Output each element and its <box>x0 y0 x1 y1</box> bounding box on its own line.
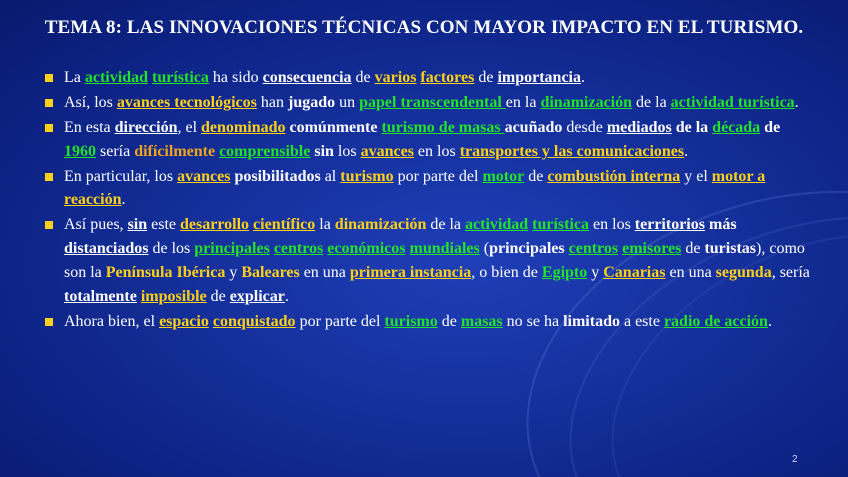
bullet-text-segment: turística <box>532 216 590 234</box>
bullet-text-segment: a este <box>619 312 664 330</box>
bullet-text-segment: territorios <box>634 216 705 234</box>
bullet-text-segment: en una <box>299 263 350 281</box>
bullet-text-segment: . <box>580 69 585 86</box>
bullet-text-segment: comprensible <box>219 142 311 160</box>
bullet-text-segment: papel transcendental <box>359 94 506 111</box>
bullet-text-segment: científico <box>253 216 316 234</box>
bullet-text-segment: sería <box>96 142 135 160</box>
bullet-text-segment: más <box>708 216 737 234</box>
bullet-text-segment: explicar <box>229 287 285 305</box>
bullet-text-segment: Canarias <box>603 263 666 281</box>
bullet-text-segment: emisores <box>622 240 682 258</box>
bullet-text-segment: varios <box>374 69 417 86</box>
bullet-text-segment: . <box>794 94 799 111</box>
square-bullet-icon <box>45 99 53 107</box>
bullet-text-segment: radio de acción <box>663 312 768 330</box>
bullet-text-segment: turismo <box>384 312 438 330</box>
bullet-text-segment: los <box>333 142 361 160</box>
bullet-text-segment: y el <box>680 167 712 185</box>
bullet-text-segment: y <box>587 263 604 281</box>
bullet-text-segment: , o bien de <box>471 263 542 281</box>
bullet-text-segment: en una <box>665 263 716 281</box>
bullet-text-segment: factores <box>420 69 475 86</box>
square-bullet-icon <box>45 74 53 82</box>
bullet-text-segment: centros <box>568 240 619 258</box>
bullet-text-segment: por parte del <box>393 167 483 185</box>
bullet-text-segment: Ahora bien, el <box>64 312 160 330</box>
square-bullet-icon <box>45 221 53 229</box>
bullet-item <box>44 213 814 308</box>
bullet-text-segment: dinamización <box>334 216 427 234</box>
bullet-text-segment: comúnmente <box>289 119 378 136</box>
square-bullet-icon <box>45 318 53 326</box>
bullet-text-segment: desde <box>562 119 607 136</box>
bullet-text-segment: mediados <box>606 119 672 136</box>
bullet-text-segment: motor <box>482 167 525 185</box>
bullet-text-segment: desarrollo <box>180 216 250 234</box>
bullet-text-segment: de <box>764 119 781 136</box>
bullet-text-segment: de <box>206 287 230 305</box>
bullet-text-segment: Península Ibérica <box>105 263 226 281</box>
bullet-text-segment: actividad turística <box>670 94 795 111</box>
bullet-text-segment: consecuencia <box>262 69 352 86</box>
bullet-text-segment: dirección <box>114 119 178 136</box>
bullet-text-segment: masas <box>460 312 503 330</box>
bullet-text-segment: denominado <box>201 119 286 136</box>
slide-title: TEMA 8: LAS INNOVACIONES TÉCNICAS CON MAYOR IMPACTO EN EL TURISMO. <box>44 17 804 38</box>
bullet-text-segment: turismo de masas <box>381 119 505 136</box>
bullet-text-segment: turismo <box>340 167 394 185</box>
bullet-text-segment: la <box>315 216 335 234</box>
bullet-text-segment: de <box>524 167 548 185</box>
bullet-text-segment: distanciados <box>64 240 149 258</box>
bullet-text-segment: este <box>147 216 181 234</box>
bullet-text-segment: Baleares <box>241 263 300 281</box>
bullet-text-segment: Egipto <box>541 263 588 281</box>
bullet-text-segment: y <box>225 263 242 281</box>
bullet-text-segment: jugado <box>288 94 336 111</box>
bullet-text-segment: . <box>121 191 126 209</box>
square-bullet-icon <box>45 173 53 181</box>
bullet-text-segment: no se ha <box>502 312 564 330</box>
bullet-text-segment: posibilitados <box>234 167 321 185</box>
bullet-text-segment: mundiales <box>409 240 480 258</box>
bullet-text-segment: avances <box>177 167 231 185</box>
bullet-text-segment: actividad <box>84 69 148 86</box>
bullet-text-segment: turistas <box>704 240 757 258</box>
bullet-list <box>44 66 814 335</box>
bullet-text-segment: avances <box>360 142 414 160</box>
bullet-text-segment: turística <box>152 69 209 86</box>
bullet-text-segment: importancia <box>497 69 581 86</box>
square-bullet-icon <box>45 124 53 132</box>
bullet-text-segment: década <box>712 119 761 136</box>
bullet-text-segment: . <box>684 142 689 160</box>
bullet-text-segment: totalmente <box>64 287 137 305</box>
bullet-item <box>44 165 814 212</box>
bullet-text-segment: ha sido <box>208 69 263 86</box>
bullet-text-segment: motor a reacción <box>64 167 766 209</box>
bullet-text-segment: En particular, los <box>64 167 178 185</box>
bullet-text-segment: . <box>767 312 772 330</box>
bullet-text-segment: difícilmente <box>134 142 216 160</box>
bullet-text-segment: de la <box>675 119 709 136</box>
bullet-text-segment: Así pues, <box>64 216 128 234</box>
bullet-item <box>44 310 814 334</box>
bullet-text-segment: combustión interna <box>547 167 681 185</box>
bullet-text-segment: de la <box>426 216 466 234</box>
bullet-text-segment: al <box>320 167 341 185</box>
bullet-text-segment: principales <box>489 240 565 258</box>
bullet-text-segment: en la <box>505 94 541 111</box>
bullet-text-segment: de <box>681 240 705 258</box>
bullet-text-segment: actividad <box>465 216 529 234</box>
bullet-text-segment: segunda <box>715 263 772 281</box>
bullet-text-segment: avances tecnológicos <box>116 94 257 111</box>
bullet-text-segment: dinamización <box>540 94 633 111</box>
bullet-text-segment: en los <box>589 216 635 234</box>
bullet-text-segment: En esta <box>64 119 115 136</box>
bullet-text-segment: . <box>284 287 289 305</box>
bullet-text-segment: en los <box>413 142 460 160</box>
bullet-text-segment: 1960 <box>64 142 96 160</box>
bullet-text-segment: económicos <box>327 240 406 258</box>
bullet-text-segment: Así, los <box>64 94 117 111</box>
bullet-text-segment: limitado <box>563 312 620 330</box>
bullet-text-segment: transportes y las comunicaciones <box>459 142 685 160</box>
bullet-text-segment: sin <box>127 216 148 234</box>
bullet-text-segment: ( <box>479 240 490 258</box>
bullet-text-segment: principales <box>194 240 270 258</box>
bullet-text-segment: ), como son la <box>64 240 805 281</box>
bullet-text-segment: de <box>351 69 375 86</box>
bullet-text-segment: centros <box>273 240 324 258</box>
bullet-text-segment: La <box>64 69 85 86</box>
bullet-text-segment: , el <box>177 119 202 136</box>
bullet-text-segment: conquistado <box>212 312 296 330</box>
bullet-text-segment: primera instancia <box>349 263 472 281</box>
bullet-text-segment: de <box>474 69 498 86</box>
bullet-text-segment: , sería <box>771 263 810 281</box>
page-number: 2 <box>792 454 798 465</box>
bullet-text-segment: sin <box>314 142 334 160</box>
bullet-text-segment: han <box>256 94 288 111</box>
bullet-text-segment: un <box>335 94 360 111</box>
bullet-item <box>44 116 814 163</box>
bullet-text-segment: de <box>437 312 461 330</box>
bullet-item <box>44 91 814 115</box>
bullet-text-segment: por parte del <box>295 312 385 330</box>
bullet-text-segment: imposible <box>140 287 207 305</box>
bullet-text-segment: espacio <box>159 312 209 330</box>
bullet-text-segment: acuñado <box>504 119 563 136</box>
bullet-item <box>44 66 814 90</box>
bullet-text-segment: de la <box>632 94 671 111</box>
bullet-text-segment: de los <box>148 240 195 258</box>
